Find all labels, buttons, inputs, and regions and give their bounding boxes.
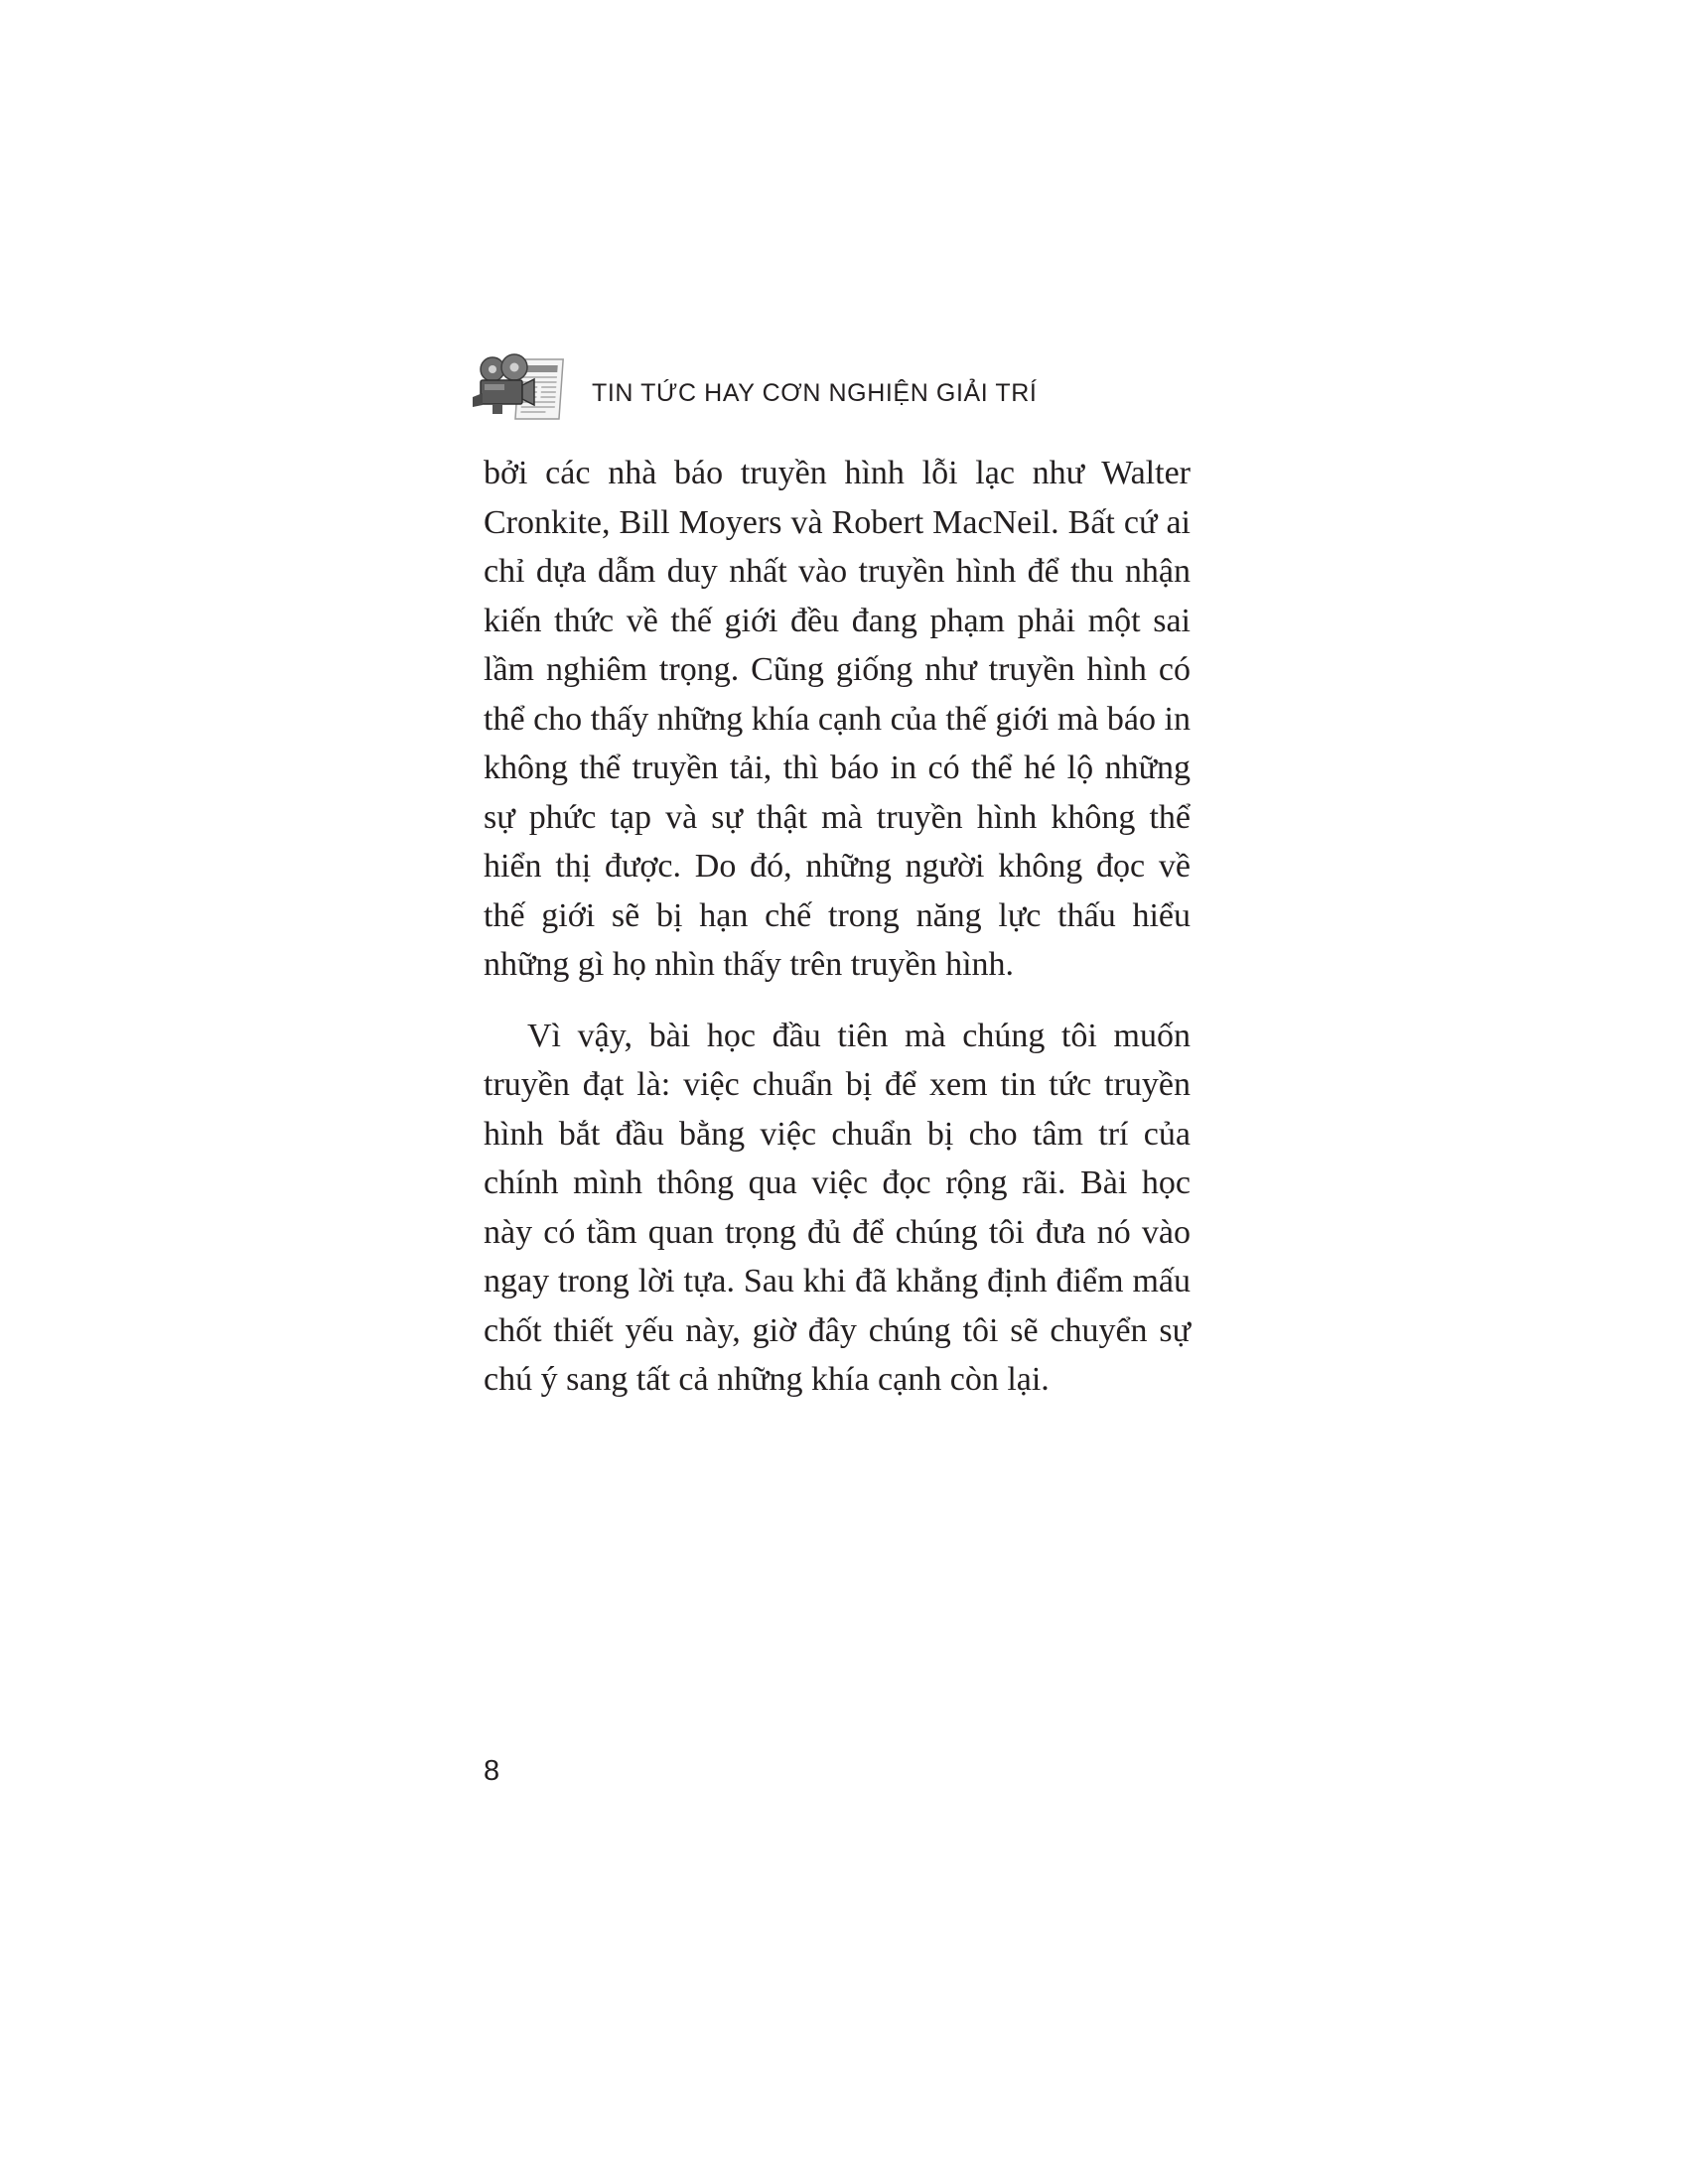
running-head-title: TIN TỨC HAY CƠN NGHIỆN GIẢI TRÍ <box>592 378 1038 407</box>
paragraph: bởi các nhà báo truyền hình lỗi lạc như Walter Cronkite, Bill Moyers và Robert MacNeil. Bất cứ ai chỉ dựa dẫm duy nhất vào truyền hình để thu nhận kiến thức về thế giới đều đang phạm phải một sai lầm nghiêm trọng. Cũng giống như truyền hình có thể cho thấy những khía cạnh của thế giới mà báo in không thể truyền tải, thì báo in có thể hé lộ những sự phức tạp và sự thật mà truyền hình không thể hiển thị được. Do đó, những người không đọc về thế giới sẽ bị hạn chế trong năng lực thấu hiểu những gì họ nhìn thấy trên truyền hình. <box>484 455 1191 983</box>
paragraph: Vì vậy, bài học đầu tiên mà chúng tôi muốn truyền đạt là: việc chuẩn bị để xem tin tức truyền hình bắt đầu bằng việc chuẩn bị cho tâm trí của chính mình thông qua việc đọc rộng rãi. Bài học này có tầm quan trọng đủ để chúng tôi đưa nó vào ngay trong lời tựa. Sau khi đã khẳng định điểm mấu chốt thiết yếu này, giờ đây chúng tôi sẽ chuyển sự chú ý sang tất cả những khía cạnh còn lại. <box>484 1017 1191 1398</box>
camera-newspaper-icon <box>471 347 574 427</box>
running-head <box>471 347 1037 427</box>
page-number: 8 <box>484 1755 500 1787</box>
body-text <box>484 449 1191 1405</box>
